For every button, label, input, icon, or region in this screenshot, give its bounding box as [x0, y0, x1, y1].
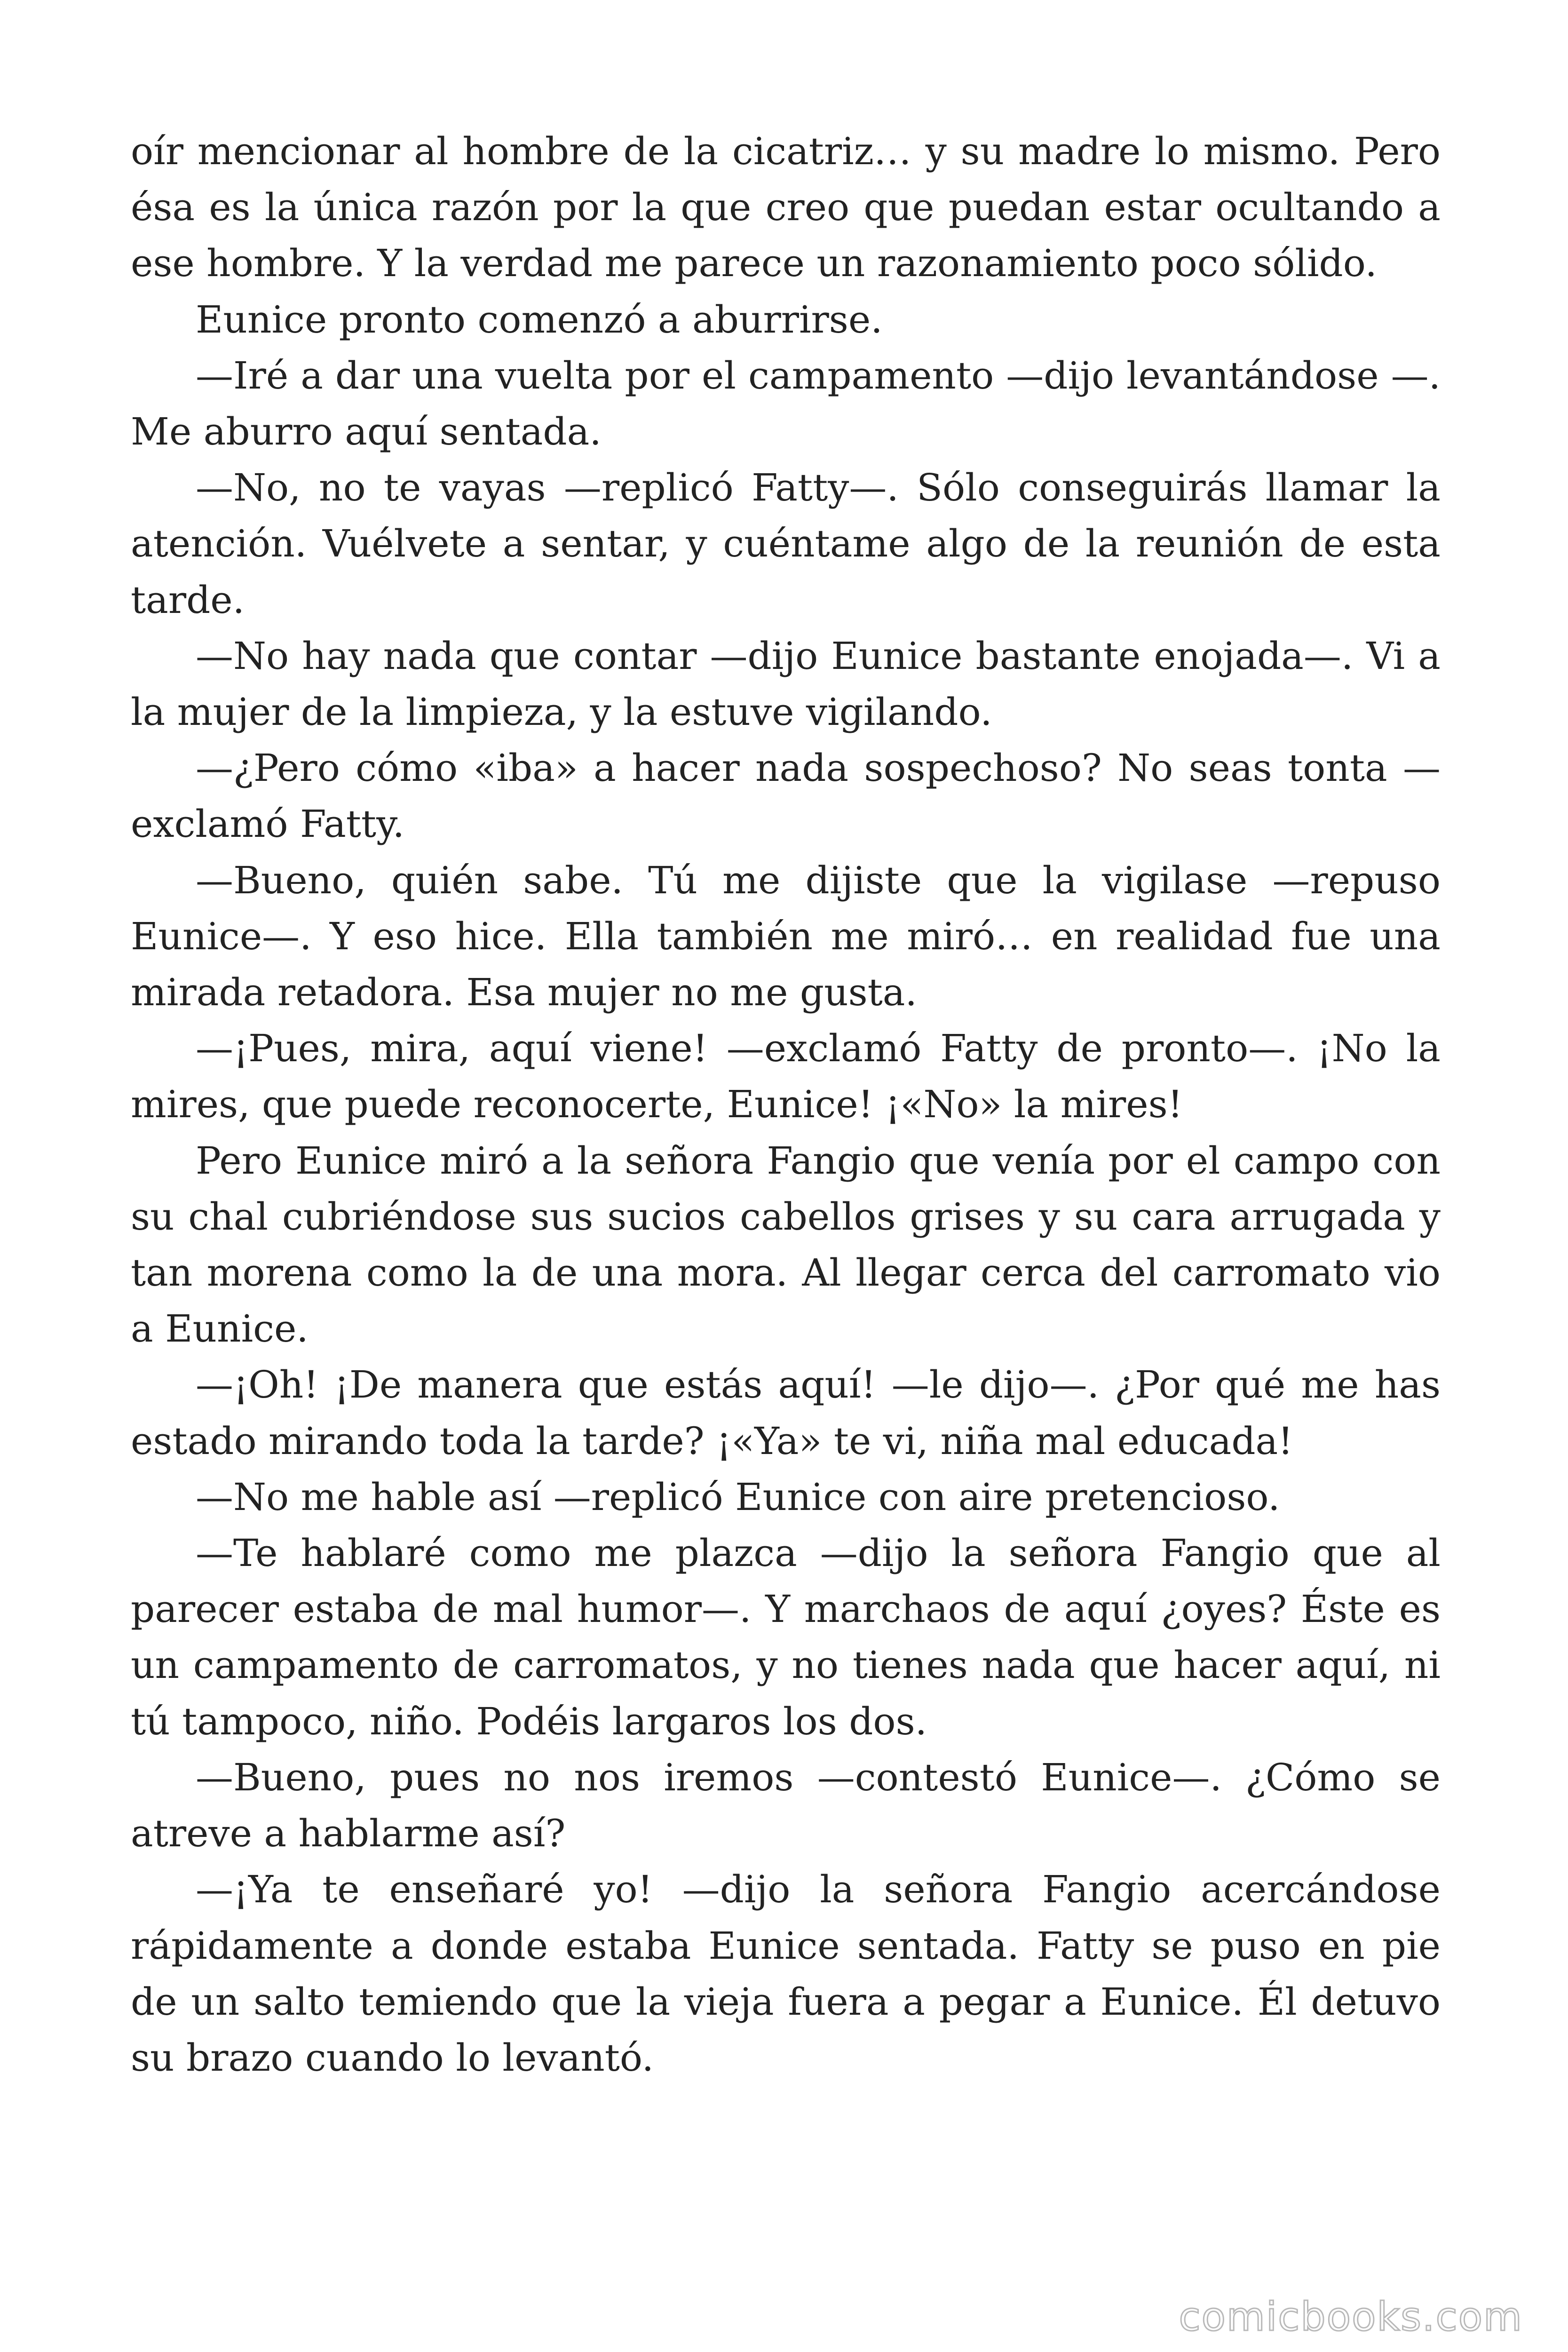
paragraph-10: —¡Oh! ¡De manera que estás aquí! —le dijo—. ¿Por qué me has estado mirando toda la tarde? ¡«Ya» te vi, niña mal educada! — [131, 1363, 1441, 1463]
paragraph-14: —¡Ya te enseñaré yo! —dijo la señora Fangio acercándose rápidamente a donde estaba Eunice sentada. Fatty se puso en pie de un salto temiendo que la vieja fuera a pegar a Eunice. Él detuvo su brazo cuando lo levantó. — [131, 1867, 1441, 2080]
paragraph-3: —Iré a dar una vuelta por el campamento —dijo levantándose —. Me aburro aquí sentada. — [131, 353, 1441, 454]
watermark-text: comicbooks.com — [1179, 2294, 1523, 2340]
page-body-text — [131, 123, 1441, 2086]
paragraph-2: Eunice pronto comenzó a aburrirse. — [196, 297, 883, 342]
paragraph-4: —No, no te vayas —replicó Fatty—. Sólo conseguirás llamar la atención. Vuélvete a sentar, y cuéntame algo de la reunión de esta tarde. — [131, 466, 1441, 622]
paragraph-9: Pero Eunice miró a la señora Fangio que venía por el campo con su chal cubriéndose sus sucios cabellos grises y su cara arrugada y tan morena como la de una mora. Al llegar cerca del carromato vio a Eunice. — [131, 1138, 1441, 1351]
paragraph-12: —Te hablaré como me plazca —dijo la señora Fangio que al parecer estaba de mal humor—. Y marchaos de aquí ¿oyes? Éste es un campamento de carromatos, y no tienes nada que hacer aquí, ni tú tampoco, niño. Podéis largaros los dos. — [131, 1531, 1441, 1743]
paragraph-1: oír mencionar al hombre de la cicatriz… y su madre lo mismo. Pero ésa es la única razón por la que creo que puedan estar ocultando a ese hombre. Y la verdad me parece un razonamiento poco sólido. — [131, 129, 1441, 286]
paragraph-7: —Bueno, quién sabe. Tú me dijiste que la vigilase —repuso Eunice—. Y eso hice. Ella también me miró… en realidad fue una mirada retadora. Esa mujer no me gusta. — [131, 858, 1441, 1015]
paragraph-13: —Bueno, pues no nos iremos —contestó Eunice—. ¿Cómo se atreve a hablarme así? — [131, 1755, 1441, 1856]
paragraph-5: —No hay nada que contar —dijo Eunice bastante enojada—. Vi a la mujer de la limpieza, y la estuve vigilando. — [131, 634, 1441, 734]
paragraph-6: —¿Pero cómo «iba» a hacer nada sospechoso? No seas tonta —exclamó Fatty. — [131, 746, 1441, 846]
paragraph-11: —No me hable así —replicó Eunice con aire pretencioso. — [196, 1475, 1280, 1519]
paragraph-8: —¡Pues, mira, aquí viene! —exclamó Fatty de pronto—. ¡No la mires, que puede reconocerte, Eunice! ¡«No» la mires! — [131, 1026, 1441, 1127]
